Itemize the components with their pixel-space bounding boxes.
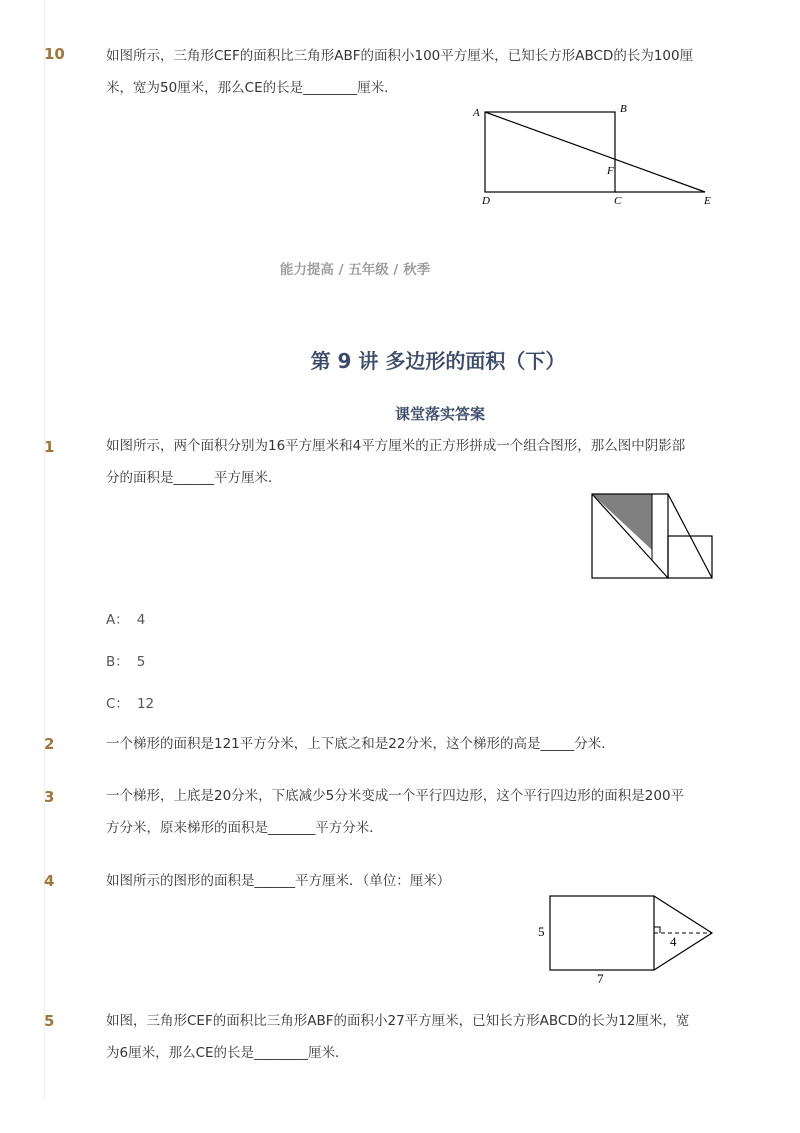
segment-ae bbox=[485, 112, 705, 192]
label-e: E bbox=[704, 195, 711, 207]
rectangle-triangle-figure bbox=[530, 890, 720, 990]
question-number-1: 1 bbox=[44, 438, 55, 456]
question-5-line-2: 为6厘米，那么CE的长是________厘米． bbox=[106, 1045, 349, 1061]
label-b: B bbox=[620, 103, 627, 115]
option-b-key: B： bbox=[106, 654, 129, 670]
right-angle-mark bbox=[654, 927, 660, 933]
option-c-value: 12 bbox=[136, 696, 155, 712]
label-width-7: 7 bbox=[597, 971, 604, 986]
small-square bbox=[668, 536, 712, 578]
question-number-2: 2 bbox=[44, 735, 55, 753]
question-3-text bbox=[106, 780, 716, 844]
label-f: F bbox=[607, 165, 614, 177]
question-4-line-1: 如图所示的图形的面积是______平方厘米．（单位：厘米） bbox=[106, 873, 451, 889]
question-1-line-1: 如图所示，两个面积分别为16平方厘米和4平方厘米的正方形拼成一个组合图形，那么图中阴影部 bbox=[106, 438, 686, 454]
question-number-4: 4 bbox=[44, 872, 55, 890]
question-2-text bbox=[106, 728, 716, 760]
two-squares-figure bbox=[590, 492, 715, 582]
rectangle-abcd-figure bbox=[470, 100, 720, 210]
question-10-line-1: 如图所示，三角形CEF的面积比三角形ABF的面积小100平方厘米，已知长方形ABCD的长为100厘 bbox=[106, 48, 694, 64]
shaded-region bbox=[592, 494, 652, 550]
option-a-key: A： bbox=[106, 612, 129, 628]
question-1-text bbox=[106, 430, 716, 494]
question-number-3: 3 bbox=[44, 788, 55, 806]
question-3-line-2: 方分米，原来梯形的面积是_______平方分米． bbox=[106, 820, 383, 836]
option-c bbox=[106, 692, 162, 712]
question-10-line-2: 米，宽为50厘米，那么CE的长是________厘米． bbox=[106, 80, 398, 96]
label-height-5: 5 bbox=[538, 924, 545, 939]
question-number-10: 10 bbox=[44, 45, 65, 63]
option-b bbox=[106, 650, 153, 670]
rectangle bbox=[550, 896, 654, 970]
question-10-text bbox=[106, 40, 716, 104]
lecture-title: 第 9 讲 多边形的面积（下） bbox=[310, 349, 566, 373]
section-title: 课堂落实答案 bbox=[394, 405, 485, 423]
question-2-line-1: 一个梯形的面积是121平方分米，上下底之和是22分米，这个梯形的高是_____分米． bbox=[106, 736, 615, 752]
option-b-value: 5 bbox=[136, 654, 146, 670]
question-5-text bbox=[106, 1005, 716, 1069]
question-1-line-2: 分的面积是______平方厘米． bbox=[106, 470, 282, 486]
label-a: A bbox=[473, 107, 480, 119]
question-5-line-1: 如图，三角形CEF的面积比三角形ABF的面积小27平方厘米，已知长方形ABCD的长为12厘米，宽 bbox=[106, 1013, 690, 1029]
label-triangle-4: 4 bbox=[670, 934, 677, 949]
question-3-line-1: 一个梯形，上底是20分米，下底减少5分米变成一个平行四边形，这个平行四边形的面积是200平 bbox=[106, 788, 685, 804]
label-c: C bbox=[614, 195, 622, 207]
option-a-value: 4 bbox=[136, 612, 146, 628]
left-margin-rule bbox=[44, 0, 45, 1100]
page-footer: 能力提高 / 五年级 / 秋季 bbox=[279, 262, 431, 278]
question-number-5: 5 bbox=[44, 1012, 55, 1030]
label-d: D bbox=[482, 195, 490, 207]
option-c-key: C： bbox=[106, 696, 129, 712]
option-a bbox=[106, 608, 153, 628]
